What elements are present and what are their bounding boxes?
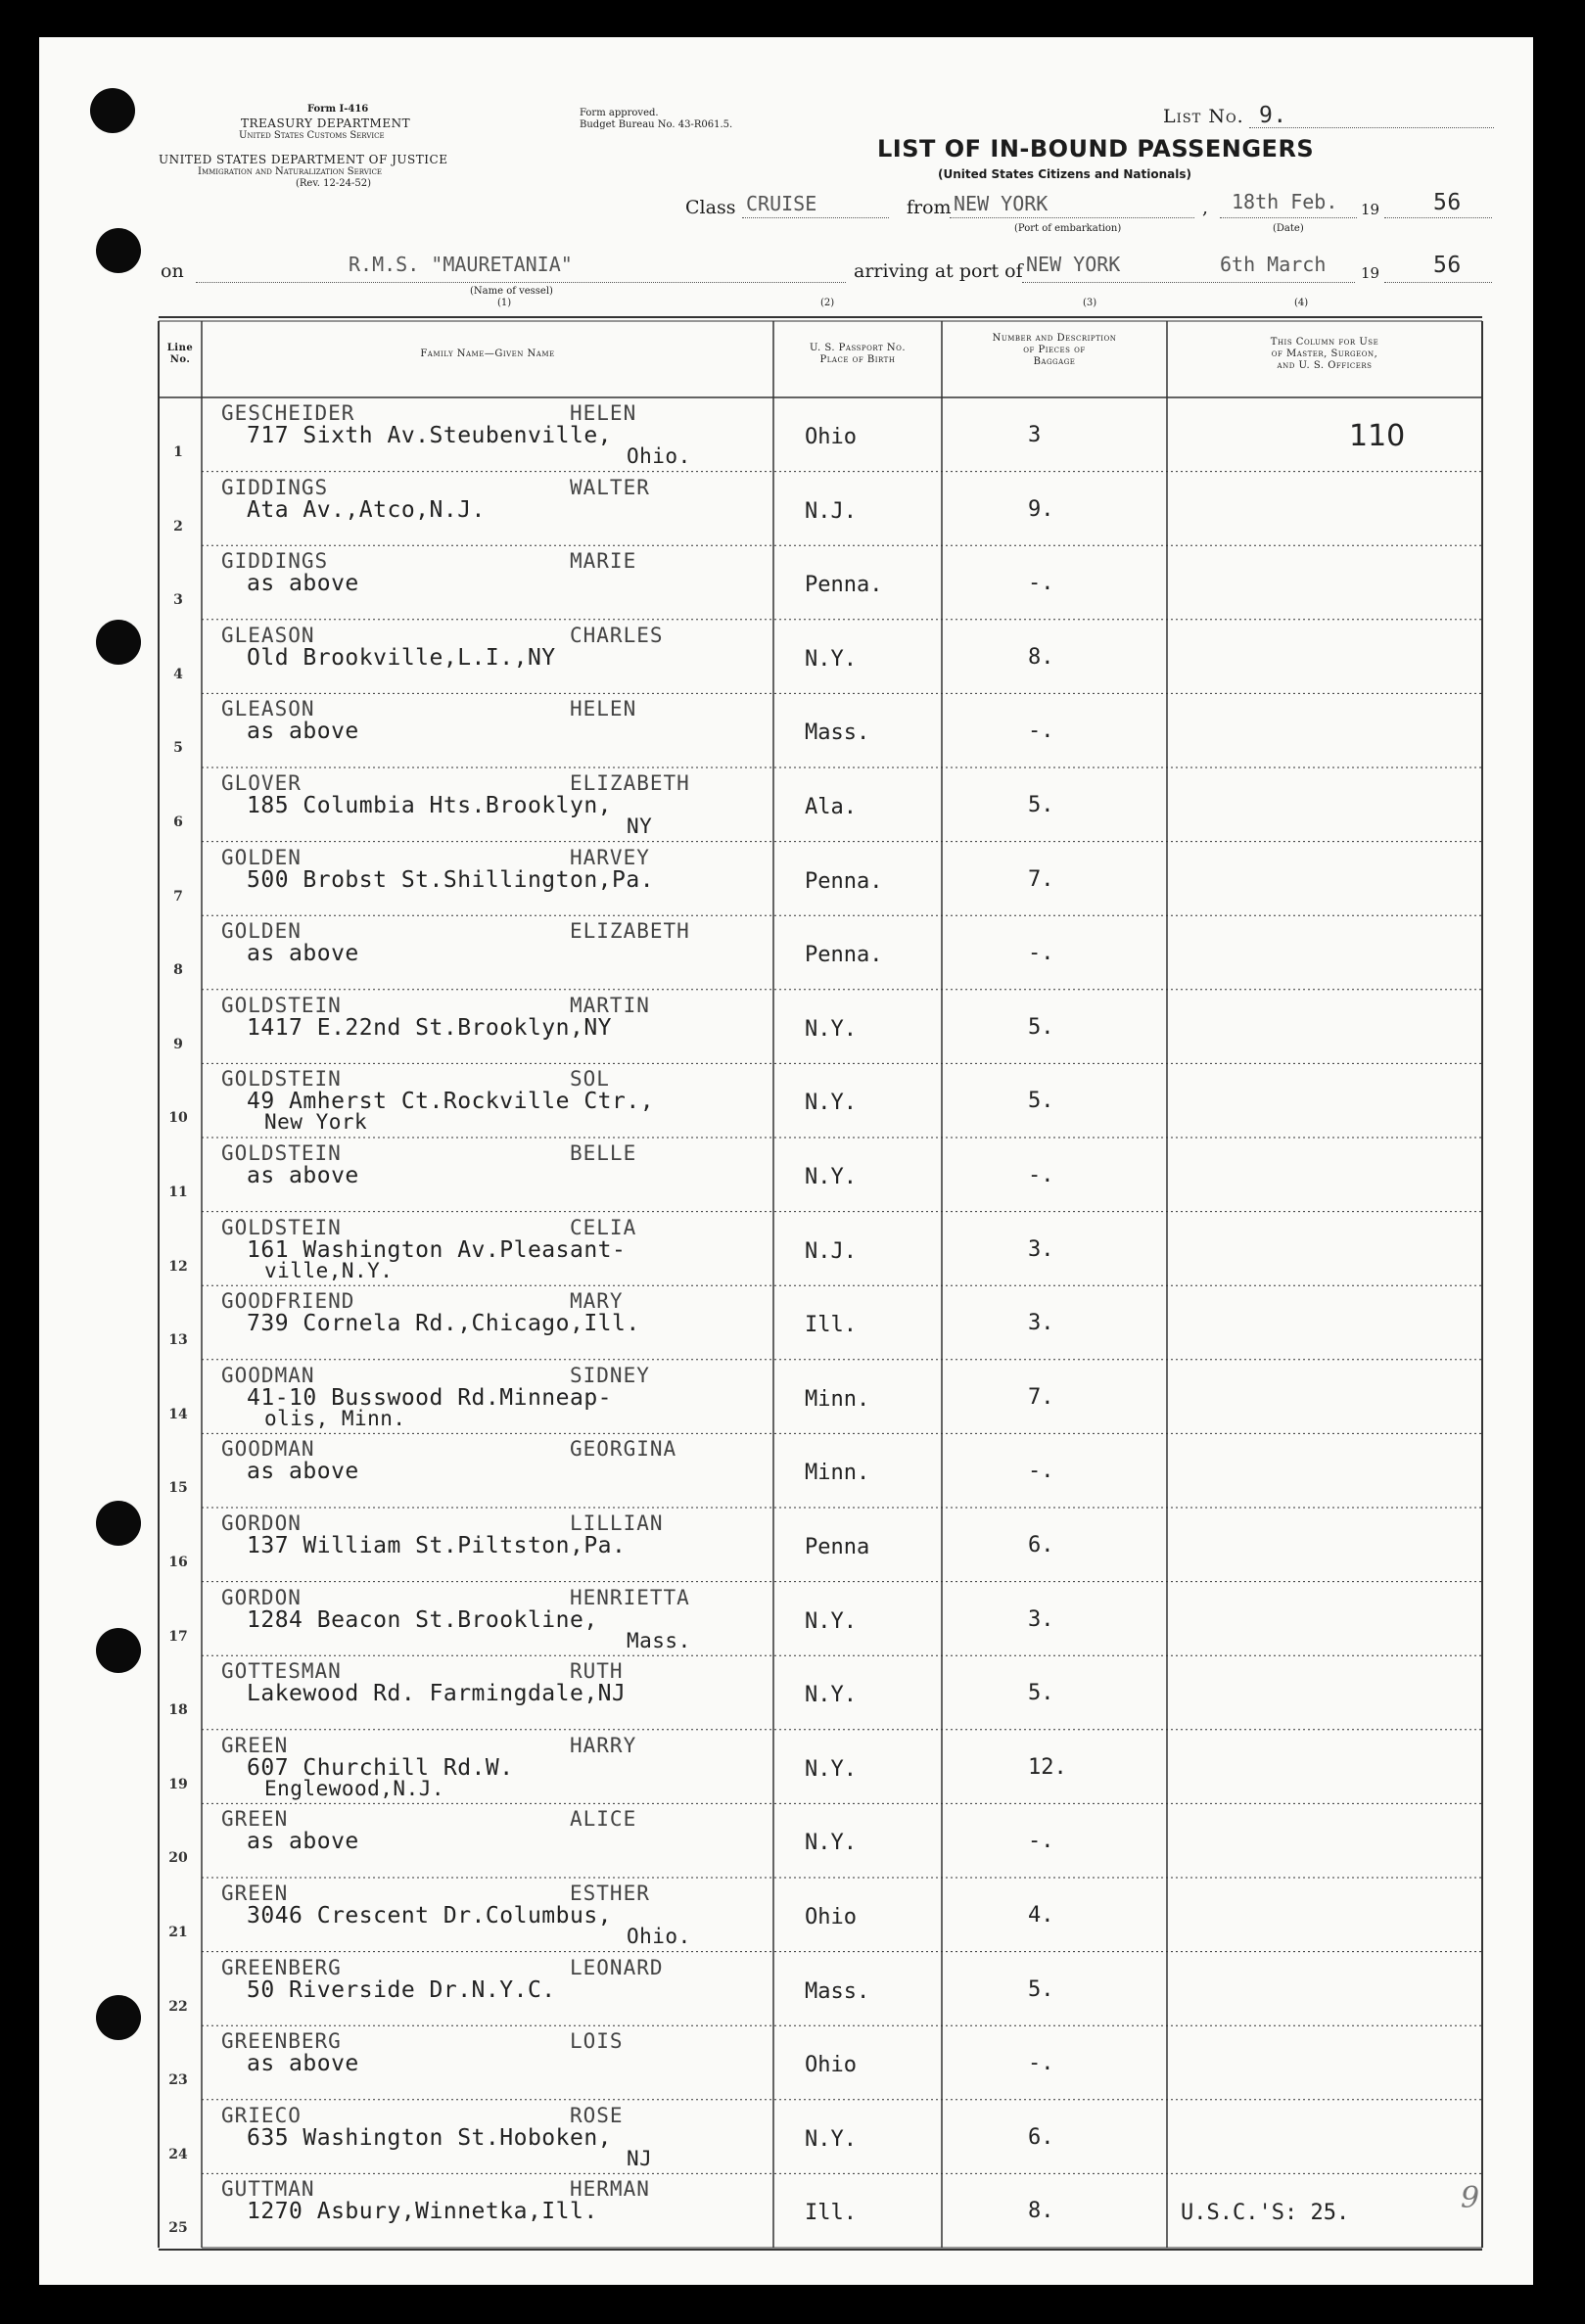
vessel-note: (Name of vessel)	[470, 286, 553, 297]
address: 1284 Beacon St.Brookline,	[247, 1606, 598, 1633]
baggage-count: 8.	[1028, 644, 1054, 670]
baggage-count: 3	[1028, 423, 1042, 447]
birthplace: Ill.	[805, 1313, 857, 1338]
baggage-count: -.	[1028, 1163, 1054, 1187]
address-continued: Mass.	[627, 1628, 691, 1652]
given-name: HARVEY	[570, 845, 650, 869]
birthplace: Minn.	[805, 1386, 870, 1412]
list-no-label: List No.	[1163, 106, 1244, 127]
given-name: HELEN	[570, 401, 637, 425]
address: Lakewood Rd. Farmingdale,NJ	[247, 1681, 627, 1707]
row-line-number: 20	[168, 1850, 188, 1867]
birthplace: N.Y.	[805, 2126, 857, 2152]
baggage-count: -.	[1028, 1459, 1054, 1484]
given-name: LOIS	[570, 2029, 624, 2054]
baggage-count: 8.	[1028, 2199, 1054, 2224]
address: as above	[247, 1459, 359, 1485]
row-line-number: 6	[173, 814, 183, 830]
birthplace: Penna.	[805, 573, 883, 598]
baggage-count: 3.	[1028, 1311, 1054, 1336]
address: Old Brookville,L.I.,NY	[247, 644, 556, 671]
class-value: CRUISE	[746, 192, 817, 215]
family-name: GREEN	[221, 1733, 289, 1757]
address-continued: ville,N.Y.	[264, 1258, 394, 1282]
col-header-officers: This Column for Use of Master, Surgeon, and U. S. Officers	[1270, 337, 1379, 371]
birthplace: N.Y.	[805, 1091, 857, 1116]
row-line-number: 17	[168, 1628, 188, 1645]
vessel-note-num: (1)	[497, 298, 512, 308]
row-line-number: 8	[173, 962, 183, 979]
baggage-count: 5.	[1028, 1089, 1054, 1114]
row-line-number: 2	[173, 518, 183, 535]
row-line-number: 13	[168, 1332, 188, 1349]
address: 500 Brobst St.Shillington,Pa.	[247, 866, 655, 893]
address: 161 Washington Av.Pleasant-	[247, 1236, 627, 1263]
address: Ata Av.,Atco,N.J.	[247, 496, 486, 523]
given-name: SIDNEY	[570, 1363, 650, 1387]
address-continued: NJ	[627, 2146, 653, 2170]
given-name: RUTH	[570, 1659, 624, 1684]
birthplace: Ohio	[805, 1905, 857, 1929]
on-label: on	[161, 260, 184, 282]
given-name: BELLE	[570, 1141, 637, 1165]
row-line-number: 22	[168, 1998, 188, 2015]
row-line-number: 11	[168, 1185, 188, 1200]
address: 635 Washington St.Hoboken,	[247, 2124, 613, 2151]
address: as above	[247, 571, 359, 597]
baggage-count: 5.	[1028, 1976, 1054, 2002]
birthplace: N.Y.	[805, 646, 857, 672]
margin-mark: 9	[1461, 2181, 1480, 2215]
address: as above	[247, 2051, 359, 2077]
family-name: GOLDEN	[221, 845, 302, 869]
family-name: GESCHEIDER	[221, 401, 355, 425]
given-name: LILLIAN	[570, 1511, 664, 1535]
baggage-count: 7.	[1028, 866, 1054, 892]
family-name: GOLDSTEIN	[221, 1067, 342, 1092]
address: 717 Sixth Av.Steubenville,	[247, 423, 613, 448]
address: as above	[247, 941, 359, 967]
family-name: GLEASON	[221, 697, 315, 721]
given-name: ROSE	[570, 2103, 624, 2127]
family-name: GIDDINGS	[221, 549, 329, 574]
from-label: from	[907, 197, 952, 218]
birthplace: Mass.	[805, 1978, 870, 2004]
baggage-count: 6.	[1028, 1533, 1054, 1557]
given-name: CELIA	[570, 1215, 637, 1239]
manifest-page: Form I-416 TREASURY DEPARTMENT United States Customs Service UNITED STATES DEPARTMENT OF JUSTICE Immigration and Naturalization Service (Rev. 12-24-52) Form approved. Budget Bureau No. 43-R061.5. List No. 9. LIST OF IN-BOUND PASSENGERS (United States Citizens and Nationals) Class CRUISE from NEW YORK (Port of embarkation) , 18th Feb. 19 56 (Date) on R.M.S. "MAURETANIA" (Name of vessel) (1) (2) arriving at port of NEW YORK 6th March 19 56 (3) (4) Line No. Family Name—Given Name U. S. Passport No. Place of Birth Number and Description of Pieces of Baggage This Column for Use of Master, Surgeon, and U. S. Officers 1 GESCHEIDER HELEN 717 Sixth Av.Steubenville, Ohio. Ohio 3 110 2 GIDDINGS WALTER Ata Av.,Atco,N.J. N.J. 9. 3 GIDDINGS MARIE as above Penna. -. 4 GLEASON CHARLES Old Brookville,L.I.,NY N.Y. 8. 5 GLEASON HELEN as above Mass. -. 6 GLOVER ELIZABETH 185 Columbia Hts.Brooklyn, NY Ala. 5. 7 GOLDEN HARVEY 500 Brobst St.Shillington,Pa. Penna. 7. 8 GOLDEN ELIZABETH as above Penna. -. 9 GOLDSTEIN MARTIN 1417 E.22nd St.Brooklyn,NY N.Y. 5. 10 GOLDSTEIN SOL 49 Amherst Ct.Rockville Ctr., New York N.Y. 5. 11 GOLDSTEIN BELLE as above N.Y. -. 12 GOLDSTEIN CELIA 161 Washington Av.Pleasant- ville,N.Y. N.J. 3. 13 GOODFRIEND MARY 739 Cornela Rd.,Chicago,Ill. Ill. 3. 14 GOODMAN SIDNEY 41-10 Busswood Rd.Minneap- olis, Minn. Minn. 7. 15 GOODMAN GEORGINA as above Minn. -. 16 GORDON LILLIAN 137 William St.Piltston,Pa. Penna 6. 17 GORDON HENRIETTA 1284 Beacon St.Brookline, Mass. N.Y. 3. 18 GOTTESMAN RUTH Lakewood Rd. Farmingdale,NJ N.Y. 5. 19 GREEN HARRY 607 Churchill Rd.W. Englewood,N.J. N.Y. 12. 20 GREEN ALICE as above N.Y. -. 21 GREEN ESTHER 3046 Crescent Dr.Columbus, Ohio. Ohio 4. 22 GREENBERG LEONARD 50 Riverside Dr.N.Y.C. Mass. 5. 23 GREENBERG LOIS as above Ohio -. 24 GRIECO ROSE 635 Washington St.Hoboken, NJ N.Y. 6. 25 GUTTMAN HERMAN 1270 Asbury,Winnetka,Ill. Ill. 8. U.S.C.'S: 25. 9	[39, 37, 1533, 2285]
vessel-name-value: R.M.S. "MAURETANIA"	[349, 253, 573, 276]
given-name: MARTIN	[570, 993, 650, 1017]
birthplace: Ohio	[805, 425, 857, 449]
immigration-service: Immigration and Naturalization Service	[198, 166, 383, 177]
family-name: GOODMAN	[221, 1437, 315, 1462]
baggage-count: 5.	[1028, 793, 1054, 817]
address: 137 William St.Piltston,Pa.	[247, 1533, 627, 1558]
row-line-number: 4	[173, 666, 183, 682]
family-name: GREENBERG	[221, 2029, 342, 2054]
given-name: GEORGINA	[570, 1437, 677, 1462]
given-name: HENRIETTA	[570, 1585, 690, 1609]
address: 1270 Asbury,Winnetka,Ill.	[247, 2199, 598, 2225]
address: as above	[247, 1163, 359, 1188]
family-name: GIDDINGS	[221, 475, 329, 499]
birthplace: Mass.	[805, 720, 870, 746]
baggage-count: 4.	[1028, 1903, 1054, 1928]
row-line-number: 15	[168, 1480, 188, 1497]
row-line-number: 21	[168, 1925, 188, 1940]
family-name: GREEN	[221, 1807, 289, 1832]
family-name: GORDON	[221, 1585, 302, 1609]
family-name: GOLDEN	[221, 919, 302, 944]
given-name: ELIZABETH	[570, 919, 690, 944]
port-of-embarkation-note: (Port of embarkation)	[1014, 223, 1122, 234]
arrival-date-value: 6th March	[1220, 253, 1327, 276]
address-continued: Englewood,N.J.	[264, 1776, 445, 1800]
row-line-number: 9	[173, 1036, 183, 1052]
col-header-line-no: Line No.	[166, 343, 194, 365]
address: 41-10 Busswood Rd.Minneap-	[247, 1384, 613, 1411]
family-name: GREENBERG	[221, 1955, 342, 1979]
form-number: Form I-416	[307, 104, 369, 115]
address: 739 Cornela Rd.,Chicago,Ill.	[247, 1311, 640, 1337]
family-name: GREEN	[221, 1882, 289, 1905]
family-name: GRIECO	[221, 2103, 302, 2127]
birthplace: N.Y.	[805, 1165, 857, 1189]
address: 1417 E.22nd St.Brooklyn,NY	[247, 1014, 613, 1041]
embark-date-value: 18th Feb.	[1232, 190, 1338, 213]
address-continued: NY	[627, 814, 653, 838]
given-name: ALICE	[570, 1807, 637, 1832]
baggage-count: -.	[1028, 1829, 1054, 1854]
address: 49 Amherst Ct.Rockville Ctr.,	[247, 1089, 655, 1115]
family-name: GOODFRIEND	[221, 1289, 355, 1314]
given-name: MARY	[570, 1289, 624, 1314]
col-header-family-name: Family Name—Given Name	[420, 349, 555, 359]
birthplace: N.Y.	[805, 1831, 857, 1856]
family-name: GOLDSTEIN	[221, 1141, 342, 1165]
baggage-count: 6.	[1028, 2124, 1054, 2150]
birthplace: Penna.	[805, 943, 883, 968]
budget-bureau: Budget Bureau No. 43-R061.5.	[580, 119, 733, 130]
row-line-number: 1	[173, 444, 183, 460]
col-header-baggage: Number and Description of Pieces of Baggage	[992, 333, 1117, 367]
arriving-label: arriving at port of	[854, 260, 1023, 282]
address-continued: olis, Minn.	[264, 1406, 406, 1430]
col-header-passport: U. S. Passport No. Place of Birth	[809, 343, 907, 365]
birthplace: Penna	[805, 1535, 870, 1559]
birthplace: Ill.	[805, 2201, 857, 2226]
class-label: Class	[685, 197, 736, 218]
baggage-count: 12.	[1028, 1754, 1067, 1780]
baggage-count: 3.	[1028, 1606, 1054, 1632]
given-name: HERMAN	[570, 2177, 650, 2202]
baggage-count: 5.	[1028, 1014, 1054, 1040]
given-name: HARRY	[570, 1733, 637, 1757]
birthplace: N.Y.	[805, 1756, 857, 1782]
birthplace: N.J.	[805, 1238, 857, 1264]
row-line-number: 3	[173, 592, 183, 609]
family-name: GOODMAN	[221, 1363, 315, 1387]
row-line-number: 19	[168, 1776, 188, 1792]
family-name: GOLDSTEIN	[221, 1215, 342, 1239]
family-name: GUTTMAN	[221, 2177, 315, 2202]
page-title: LIST OF IN-BOUND PASSENGERS	[877, 135, 1315, 163]
row-line-number: 12	[168, 1258, 188, 1275]
address: 50 Riverside Dr.N.Y.C.	[247, 1976, 556, 2003]
family-name: GOTTESMAN	[221, 1659, 342, 1684]
birthplace: N.J.	[805, 498, 857, 524]
row-line-number: 25	[168, 2220, 188, 2237]
birthplace: Penna.	[805, 868, 883, 894]
baggage-count: -.	[1028, 719, 1054, 744]
given-name: ESTHER	[570, 1882, 650, 1905]
address-continued: New York	[264, 1110, 368, 1135]
form-approved: Form approved.	[580, 108, 659, 118]
birthplace: Minn.	[805, 1461, 870, 1486]
row-line-number: 18	[168, 1702, 188, 1719]
family-name: GORDON	[221, 1511, 302, 1535]
baggage-count: 5.	[1028, 1681, 1054, 1706]
family-name: GLEASON	[221, 623, 315, 647]
baggage-count: -.	[1028, 941, 1054, 966]
address: 607 Churchill Rd.W.	[247, 1754, 514, 1781]
given-name: MARIE	[570, 549, 637, 574]
birthplace: N.Y.	[805, 1016, 857, 1042]
row-line-number: 16	[168, 1555, 188, 1570]
officer-note: 110	[1349, 419, 1406, 453]
address-continued: Ohio.	[627, 1925, 691, 1948]
baggage-count: 3.	[1028, 1236, 1054, 1262]
birthplace: N.Y.	[805, 1683, 857, 1708]
row-line-number: 5	[173, 740, 183, 757]
given-name: CHARLES	[570, 623, 664, 647]
row-line-number: 14	[168, 1406, 188, 1422]
baggage-count: -.	[1028, 2051, 1054, 2076]
birthplace: Ala.	[805, 795, 857, 819]
address-continued: Ohio.	[627, 444, 691, 468]
revision-date: (Rev. 12-24-52)	[296, 178, 372, 189]
arrival-year-suffix: 56	[1433, 253, 1462, 278]
justice-department: UNITED STATES DEPARTMENT OF JUSTICE	[159, 153, 448, 166]
baggage-count: 7.	[1028, 1384, 1054, 1410]
embark-year-prefix: 19	[1361, 201, 1380, 218]
page-subtitle: (United States Citizens and Nationals)	[938, 167, 1191, 181]
customs-service: United States Customs Service	[239, 130, 385, 141]
column-4-note: (4)	[1294, 298, 1309, 308]
address: as above	[247, 1829, 359, 1855]
baggage-count: -.	[1028, 571, 1054, 596]
address: as above	[247, 719, 359, 745]
arrival-port-value: NEW YORK	[1026, 253, 1121, 276]
from-port-value: NEW YORK	[954, 192, 1049, 215]
row-line-number: 10	[168, 1110, 188, 1127]
row-line-number: 7	[173, 888, 183, 905]
address: 185 Columbia Hts.Brooklyn,	[247, 793, 613, 818]
given-name: HELEN	[570, 697, 637, 721]
column-3-note: (3)	[1083, 298, 1097, 308]
treasury-department: TREASURY DEPARTMENT	[241, 116, 411, 130]
row-line-number: 24	[168, 2146, 188, 2162]
birthplace: Ohio	[805, 2053, 857, 2078]
column-2-note: (2)	[820, 298, 835, 308]
birthplace: N.Y.	[805, 1608, 857, 1634]
row-line-number: 23	[168, 2072, 188, 2089]
family-name: GLOVER	[221, 771, 302, 795]
baggage-count: 9.	[1028, 496, 1054, 522]
embark-year-suffix: 56	[1433, 190, 1462, 215]
family-name: GOLDSTEIN	[221, 993, 342, 1017]
given-name: LEONARD	[570, 1955, 664, 1979]
arrival-year-prefix: 19	[1361, 264, 1380, 282]
address: 3046 Crescent Dr.Columbus,	[247, 1903, 613, 1929]
given-name: SOL	[570, 1067, 610, 1092]
given-name: WALTER	[570, 475, 650, 499]
date-note: (Date)	[1273, 223, 1304, 234]
officer-note: U.S.C.'S: 25.	[1181, 2201, 1350, 2226]
given-name: ELIZABETH	[570, 771, 690, 795]
list-no-value: 9.	[1259, 103, 1287, 128]
